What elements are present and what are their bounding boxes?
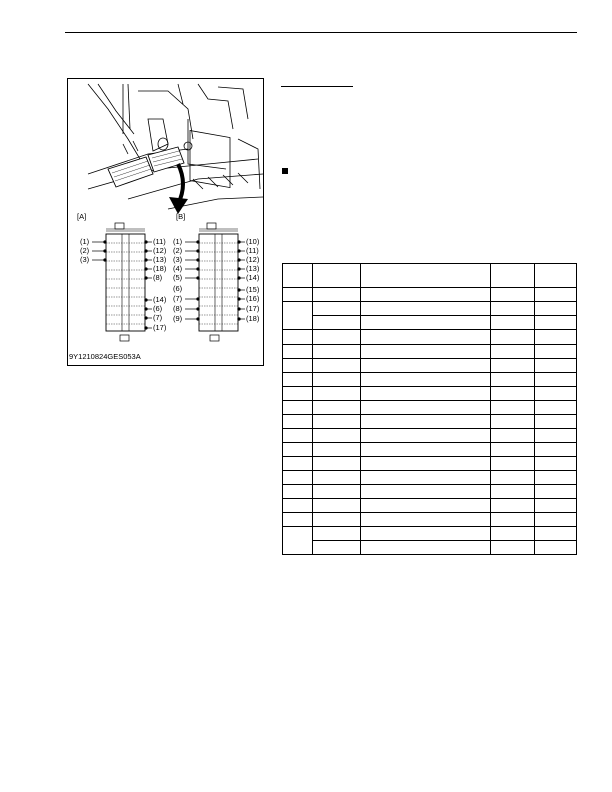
pin-label: (18) <box>153 264 167 273</box>
table-row <box>283 373 577 387</box>
pin-label: (2) <box>80 246 90 255</box>
table-row <box>283 316 577 330</box>
pin-label: (11) <box>153 237 166 246</box>
pin-label: (6) <box>153 304 163 313</box>
pin-label: (12) <box>246 255 260 264</box>
pin-label: (6) <box>173 284 183 293</box>
table-row <box>283 359 577 373</box>
pin-label: (13) <box>153 255 167 264</box>
table-row <box>283 345 577 359</box>
pin-label: (18) <box>246 314 260 323</box>
pin-label: (11) <box>246 246 259 255</box>
pin-label: (14) <box>246 273 260 282</box>
table-row <box>283 513 577 527</box>
pin-label: (10) <box>246 237 260 246</box>
table-row <box>283 387 577 401</box>
table-row <box>283 457 577 471</box>
connector-a-label: [A] <box>77 212 87 221</box>
table-row <box>283 541 577 555</box>
pin-label: (17) <box>246 304 260 313</box>
pin-label: (3) <box>80 255 90 264</box>
table-row <box>283 415 577 429</box>
spec-table <box>282 263 577 555</box>
pin-label: (7) <box>153 313 163 322</box>
pin-label: (12) <box>153 246 167 255</box>
pin-label: (13) <box>246 264 260 273</box>
table-row <box>283 330 577 345</box>
pin-label: (4) <box>173 264 183 273</box>
table-row <box>283 471 577 485</box>
table-row <box>283 499 577 513</box>
header-rule <box>65 32 577 33</box>
pin-label: (1) <box>173 237 183 246</box>
section-title-underline <box>281 86 353 87</box>
pin-label: (7) <box>173 294 183 303</box>
pedal-illustration <box>68 79 265 367</box>
pin-label: (2) <box>173 246 183 255</box>
pin-label: (9) <box>173 314 183 323</box>
pin-label: (15) <box>246 285 260 294</box>
pin-label: (8) <box>173 304 183 313</box>
table-header-row <box>283 264 577 288</box>
table-row <box>283 485 577 499</box>
table-row <box>283 429 577 443</box>
pin-label: (14) <box>153 295 167 304</box>
figure-caption: 9Y1210824GES053A <box>69 352 141 361</box>
pin-label: (16) <box>246 294 260 303</box>
table-row <box>283 401 577 415</box>
pin-label: (1) <box>80 237 90 246</box>
table-row <box>283 288 577 302</box>
connector-figure <box>67 78 264 366</box>
pin-label: (8) <box>153 273 163 282</box>
pin-label: (5) <box>173 273 183 282</box>
bullet-icon <box>282 168 288 174</box>
table-row <box>283 527 577 541</box>
pin-label: (17) <box>153 323 167 332</box>
pin-label: (3) <box>173 255 183 264</box>
table-row <box>283 443 577 457</box>
table-row <box>283 302 577 316</box>
connector-b-label: [B] <box>176 212 186 221</box>
